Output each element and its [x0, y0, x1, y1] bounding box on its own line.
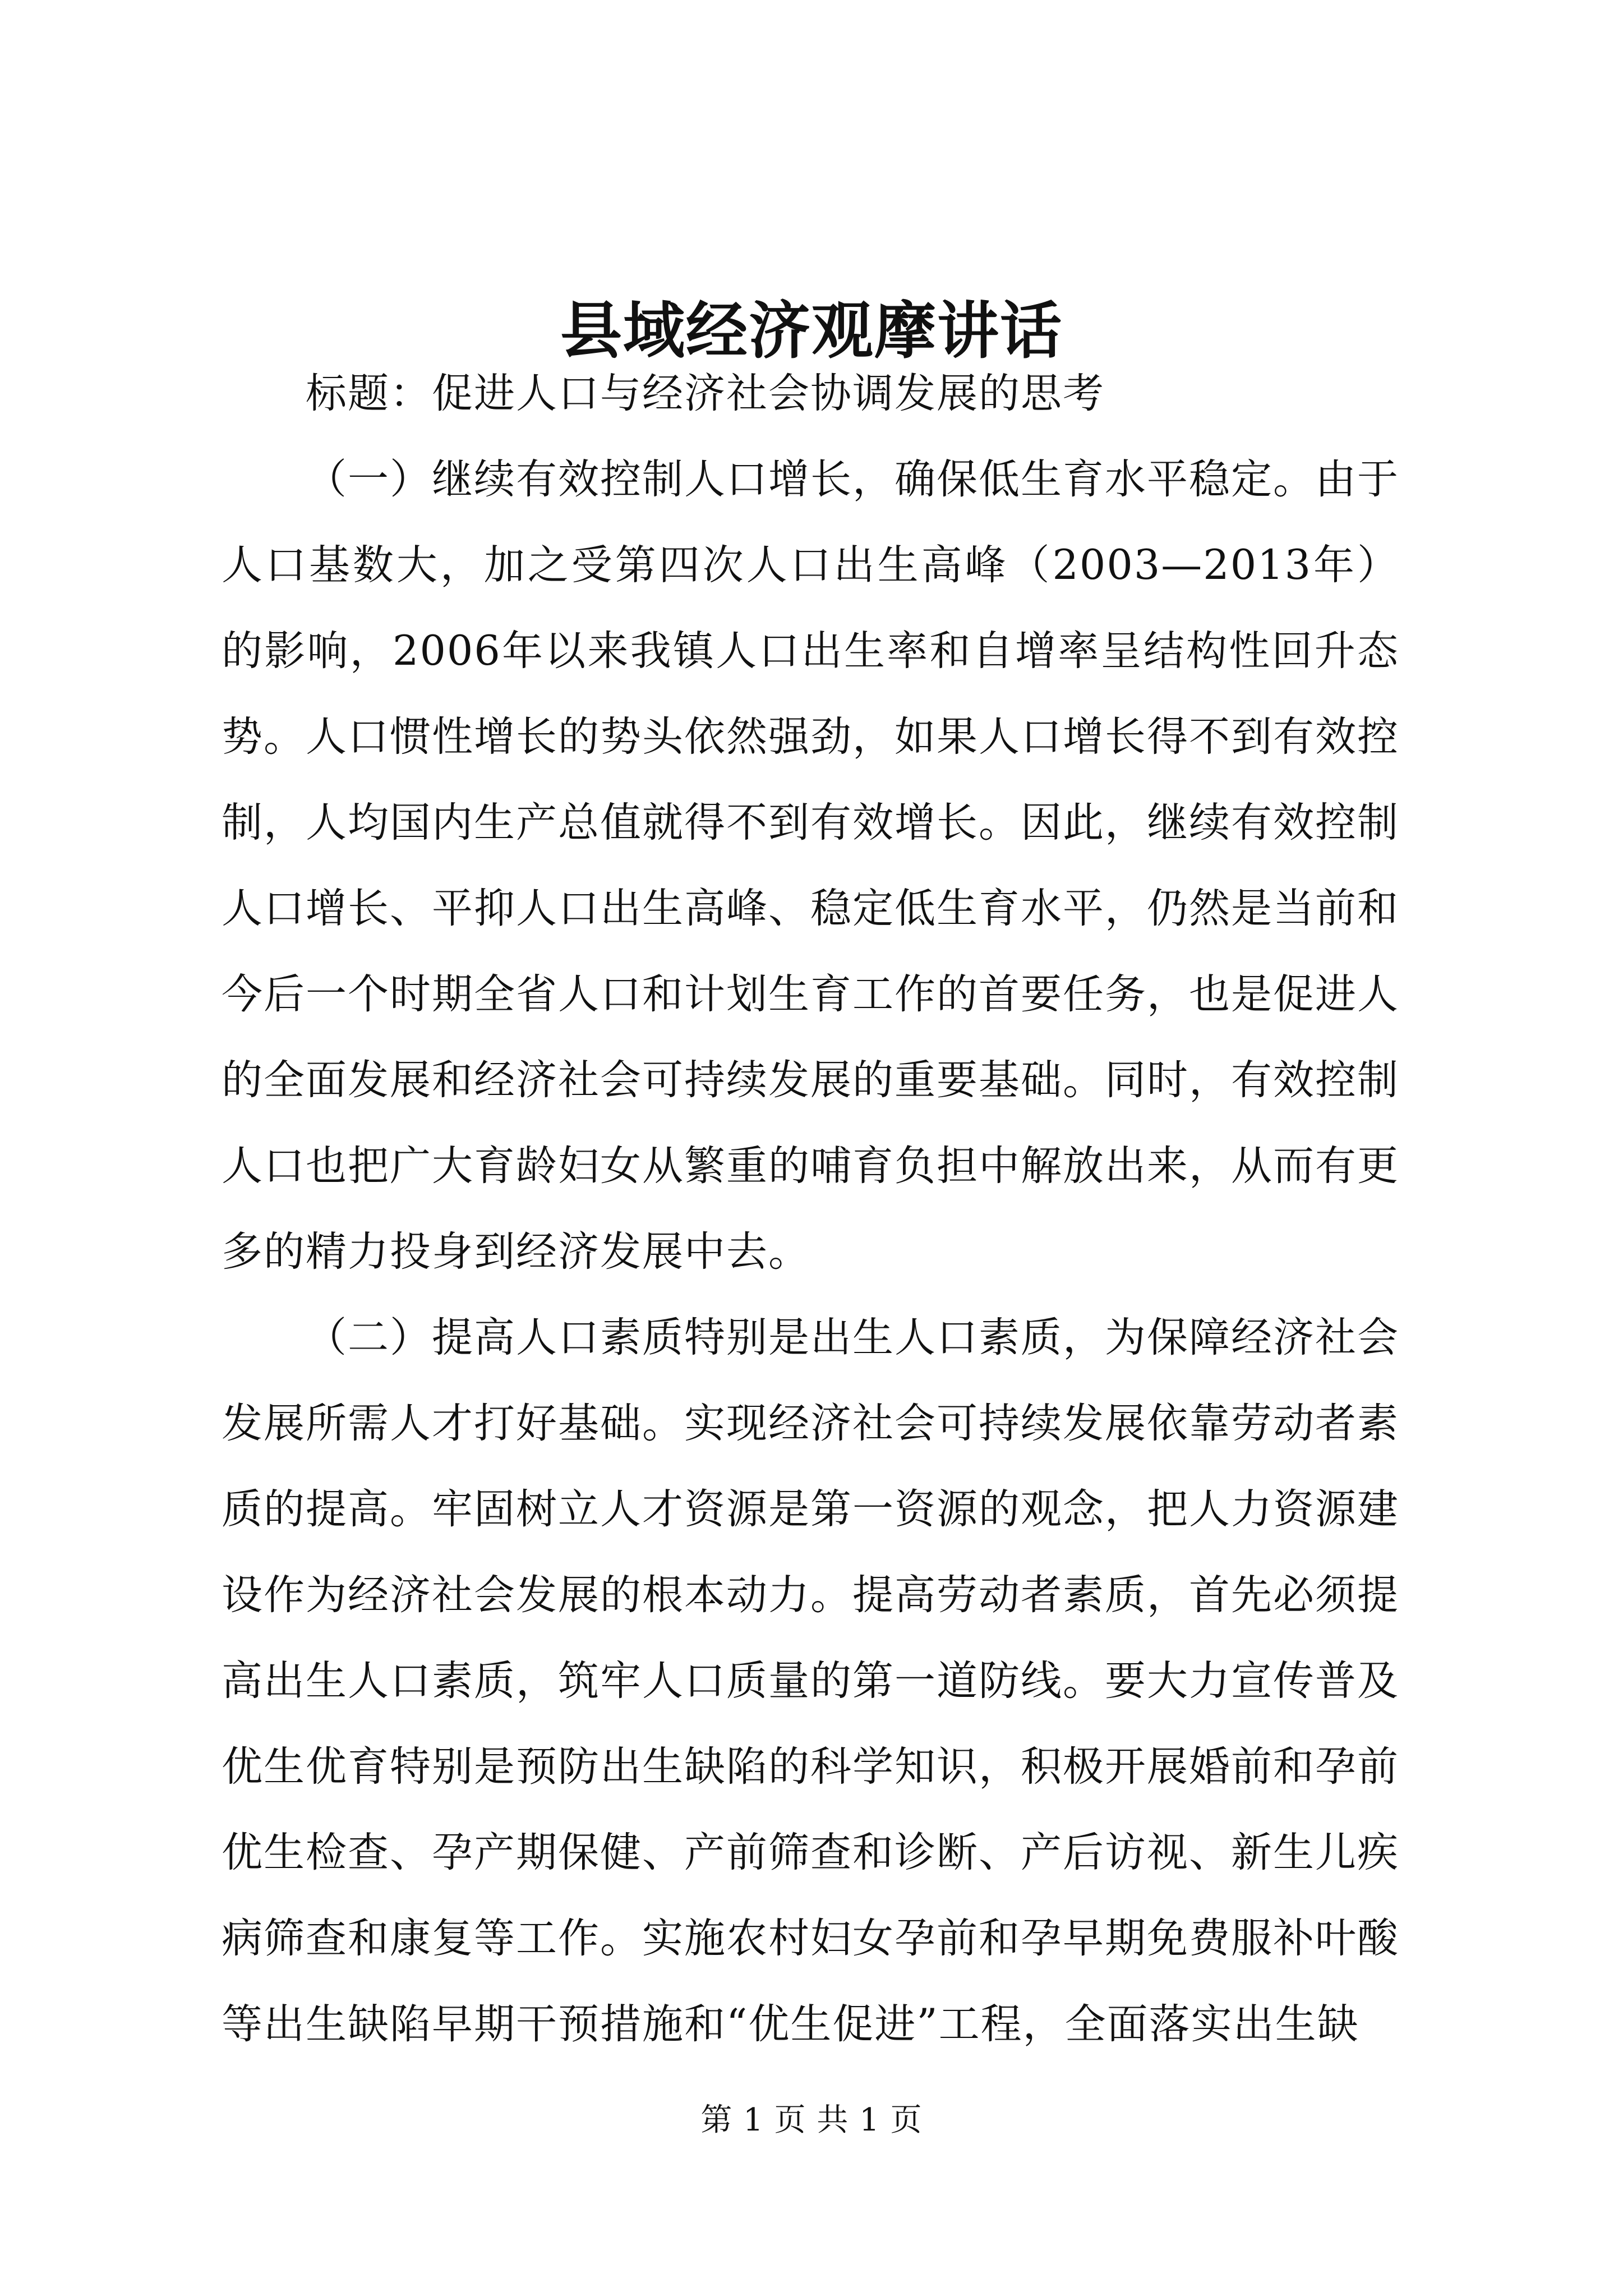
document-title: 县域经济观摩讲话: [560, 295, 1063, 367]
page-number-footer: 第 1 页 共 1 页: [700, 2102, 923, 2138]
paragraph-2: （二）提高人口素质特别是出生人口素质，为保障经济社会发展所需人才打好基础。实现经济社会可持续发展依靠劳动者素质的提高。牢固树立人才资源是第一资源的观念，把人力资源建设作为经济社会发展的根本动力。提高劳动者素质，首先必须提高出生人口素质，筑牢人口质量的第一道防线。要大力宣传普及优生优育特别是预防出生缺陷的科学知识，积极开展婚前和孕前优生检查、孕产期保健、产前筛查和诊断、产后访视、新生儿疾病筛查和康复等工作。实施农村妇女孕前和孕早期免费服补叶酸等出生缺陷早期干预措施和“优生促进”工程，全面落实出生缺: [222, 1314, 1399, 2048]
paragraph-1: （一）继续有效控制人口增长，确保低生育水平稳定。由于人口基数大，加之受第四次人口出生高峰（2003—2013年）的影响，2006年以来我镇人口出生率和自增率呈结构性回升态势。人口惯性增长的势头依然强劲，如果人口增长得不到有效控制，人均国内生产总值就得不到有效增长。因此，继续有效控制人口增长、平抑人口出生高峰、稳定低生育水平，仍然是当前和今后一个时期全省人口和计划生育工作的首要任务，也是促进人的全面发展和经济社会可持续发展的重要基础。同时，有效控制人口也把广大育龄妇女从繁重的哺育负担中解放出来，从而有更多的精力投身到经济发展中去。: [222, 455, 1399, 1276]
document-subtitle: 标题：促进人口与经济社会协调发展的思考: [306, 370, 1105, 417]
document-body: [222, 351, 1399, 2067]
